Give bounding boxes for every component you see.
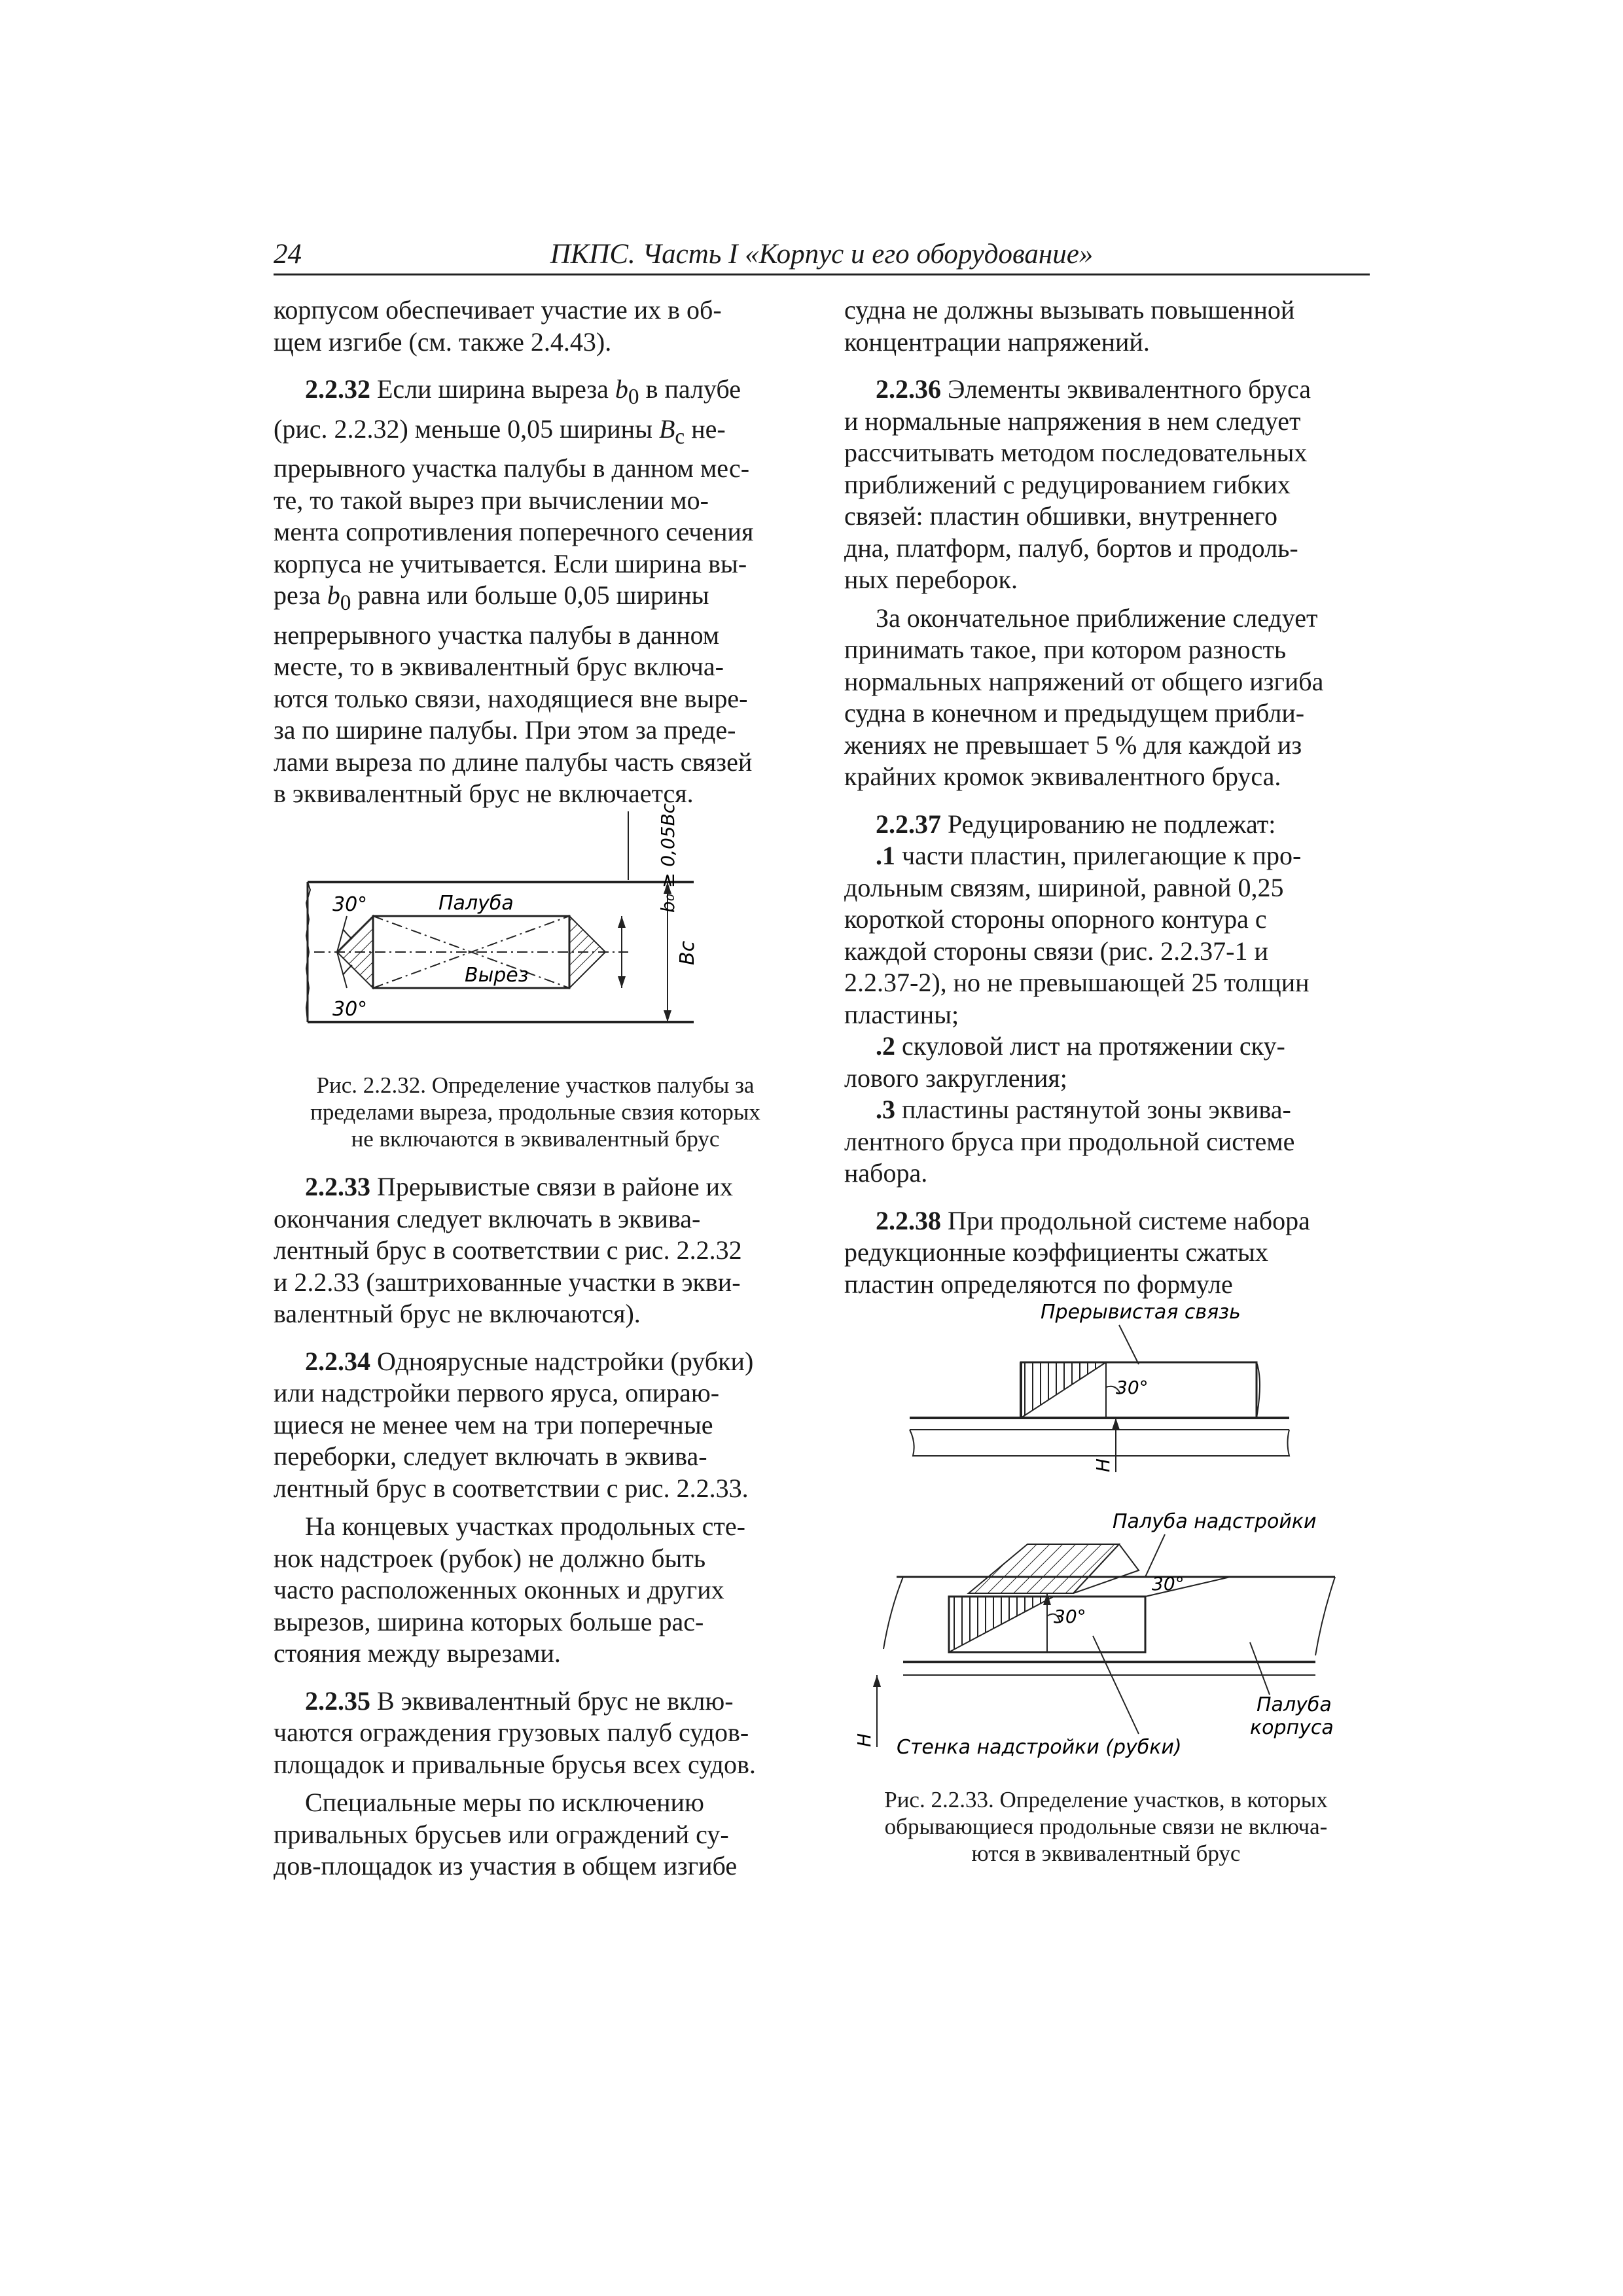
figure-caption: Рис. 2.2.33. Определение участков, в которых обрывающиеся продольные связи не включа- ются в эквивалентный брус (884, 1787, 1328, 1866)
running-title: ПКПС. Часть I «Корпус и его оборудование» (550, 239, 1094, 270)
text-line: корпусом обеспечивает участие их в об- (274, 295, 722, 325)
section-number: 2.2.37 (876, 809, 941, 839)
figure-2-2-33 (853, 1301, 1348, 1799)
hull-deck-label: Палуба (1257, 1693, 1332, 1716)
angle-label: 30° (332, 998, 368, 1021)
section-number: 2.2.36 (876, 374, 941, 404)
angle-label: 30° (1054, 1606, 1086, 1627)
section-number: 2.2.34 (305, 1346, 370, 1376)
left-column-top: корпусом обеспечивает участие их в об- щем изгибе (см. также 2.4.43). 2.2.32 Если ширина выреза $b_0$ в палубе (рис. 2.2.32) меньше 0,05 ширины $B_с$ не- прерывного участка палубы в данном мес- те, то такой вырез при вычислении мо- мента сопротивления поперечного сечения корпуса не учитывается. Если ширина вы- реза $b_0$ равна или больше 0,05 ширины непрерывного участка палубы в данном месте, то в эквивалентный брус включа- ются только связи, находящиеся вне выре- за по ширине палубы. При этом за преде- лами выреза по длине палубы часть связей в эквивалентный брус не включается. (274, 295, 754, 808)
text-line: щем изгибе (см. также 2.4.43). (274, 327, 612, 357)
figure-2-2-32 (301, 803, 772, 1047)
page-header (274, 236, 1370, 275)
section-number: 2.2.35 (305, 1686, 370, 1716)
hull-deck-label: корпуса (1250, 1716, 1334, 1739)
figure-caption: Рис. 2.2.32. Определение участков палубы за пределами выреза, продольные свзия которых не включаются в эквивалентный брус (310, 1072, 760, 1152)
bc-label: Bс (676, 940, 699, 965)
deck-label: Палуба (438, 892, 514, 915)
discontinuous-link-label: Прерывистая связь (1041, 1301, 1241, 1324)
section-number: 2.2.32 (305, 374, 370, 404)
height-label: H (1092, 1458, 1114, 1472)
height-label: H (853, 1733, 875, 1747)
page-number: 24 (274, 239, 302, 270)
right-column: судна не должны вызывать повышенной концентрации напряжений. 2.2.36 Элементы эквивалентного бруса и нормальные напряжения в нем следует рассчитывать методом последовательных приближений с редуцированием гибких связей: пластин обшивки, внутреннего дна, платформ, палуб, бортов и продоль- ных переборок. За окончательное приближение следует принимать такое, при котором разность нормальных напряжений от общего изгиба судна в конечном и предыдущем прибли- жениях не превышает 5 % для каждой из крайних кромок эквивалентного бруса. 2.2.37 Редуцированию не подлежат: .1 части пластин, прилегающие к про- дольным связям, шириной, равной 0,25 короткой стороны опорного контура с каждой стороны связи (рис. 2.2.37-1 и 2.2.37-2), но не превышающей 25 толщин пластины; .2 скуловой лист на протяжении ску- лового закругления; .3 пластины растянутой зоны эквива- лентного бруса при продольной системе набора. 2.2.38 При продольной системе набора редукционные коэффициенты сжатых пластин определяются по формуле (844, 295, 1324, 1299)
angle-label: 30° (332, 893, 368, 916)
superstructure-deck-label: Палуба надстройки (1113, 1510, 1317, 1533)
angle-label: 30° (1116, 1377, 1149, 1398)
b0-label: b₀ ≥ 0,05Bс (657, 803, 679, 913)
section-number: 2.2.38 (876, 1205, 941, 1235)
cutout-label: Вырез (465, 964, 529, 987)
left-column-bottom: 2.2.33 Прерывистые связи в районе их окончания следует включать в эквива- лентный брус в соответствии с рис. 2.2.32 и 2.2.33 (заштрихованные участки в экви- валентный брус не включаются). 2.2.34 Одноярусные надстройки (рубки) или надстройки первого яруса, опираю- щиеся не менее чем на три поперечные переборки, следует включать в эквива- лентный брус в соответствии с рис. 2.2.33. На концевых участках продольных сте- нок надстроек (рубок) не должно быть часто расположенных оконных и других вырезов, ширина которых больше рас- стояния между вырезами. 2.2.35 В эквивалентный брус не вклю- чаются ограждения грузовых палуб судов- площадок и привальные брусья всех судов. Специальные меры по исключению привальных брусьев или ограждений су- дов-площадок из участия в общем изгибе (274, 1172, 756, 1881)
section-number: 2.2.33 (305, 1172, 370, 1201)
superstructure-wall-label: Стенка надстройки (рубки) (897, 1736, 1182, 1759)
angle-label: 30° (1152, 1573, 1185, 1595)
